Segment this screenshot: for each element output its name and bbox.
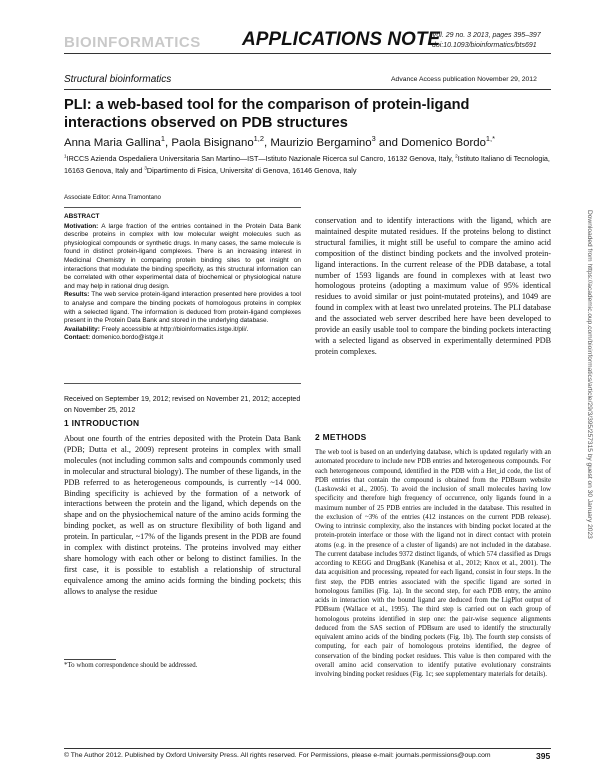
section-label: Structural bioinformatics [64, 74, 172, 85]
author-name: Domenico Bordo [401, 137, 486, 149]
abstract-availability [64, 326, 301, 335]
availability-link[interactable]: Freely accessible at http://bioinformatics.istge.it/pli/. [101, 325, 249, 333]
intro-paragraph: About one fourth of the entries deposited with the Protein Data Bank (PDB; Dutta et al., 2009) represent proteins in complex with small molecules (not including common salts and compounds commonly used in molecular and structural biology). The number of these ligands, in the PDB referred to as heterogeneous compounds, is currently ~14 000. Binding specificity is achieved by the formation of a network of interactions between the protein and the ligand, which depends on the shape and on the physiochemical nature of the amino acids forming the binding pocket, as well as on structure flexibility of both ligand and protein. In particular, ~17% of the ligands present in the PDB are found in complex with distinct proteins. The proteins involved may either share homology with each other or belong to distinct families. In the first case, it is possible to establish a relationship of structural equivalence among the amino acids forming the binding pockets; this allows to analyse the residue [64, 434, 301, 596]
copyright-line: © The Author 2012. Published by Oxford University Press. All rights reserved. For Permissions, please e-mail: journals.permissions@oup.com [64, 752, 491, 759]
intro-heading: 1 INTRODUCTION [64, 418, 140, 428]
associate-editor: Associate Editor: Anna Tramontano [64, 194, 161, 201]
correspondence-footnote: *To whom correspondence should be addressed. [64, 662, 198, 669]
footer-rule [64, 748, 551, 749]
article-type: APPLICATIONS NOTE [242, 29, 441, 50]
author-affil-mark: 1 [160, 134, 165, 144]
journal-name: BIOINFORMATICS [64, 34, 201, 51]
abstract-label: Availability: [64, 325, 100, 333]
author-name: Anna Maria Gallina [64, 137, 161, 149]
title-rule [64, 89, 551, 90]
advance-access: Advance Access publication November 29, 2012 [391, 76, 537, 83]
affiliation-1: IRCCS Azienda Ospedaliera Universitaria San Martino—IST—Istituto Nazionale Ricerca sul Cancro, 16132 Genova, Italy, [66, 154, 456, 163]
affiliations [64, 153, 551, 176]
affiliation-2: Istituto Italiano di Tecnologia, 16163 Genova, Italy and [64, 154, 550, 175]
methods-paragraph: The web tool is based on an underlying database, which is updated regularly with an automated procedure to include new PDB entries and heterogeneous compounds. For each heterogeneous compound, identified in the PDB with a Het_id code, the list of PDB entries that contain the compound is obtained from the PDBsum website (Laskowski et al., 2005). To avoid the inclusion of small molecules having low specificity and therefore high frequency of occurrence, only ligands found in a maximum number of 25 PDB entries are included in the database. This resulted in the exclusion of ~3% of the entries (412 instances on the current PDB release). Owing to intrinsic complexity, also the instances with binding pocket located at the protein-protein interface or those with the ligand not in direct contact with protein atoms (e.g. in the presence of a cluster of ligands) are not included in the database. The current database includes 9372 distinct ligands, of which 574 classified as Drugs according to KEGG and DrugBank (Kanehisa et al., 2012; Knox et al., 2001). The data acquisition and processing, repeated for each ligand, consist in four steps. In the first step, the PDB entries associated with the specific ligand are sorted in homologous families (Fig. 1a). In the second step, for each PDB entry, the amino acids in interaction with the bound ligand are deduced from the LigPlot output of PDBsum (Wallace et al., 1995). The third step is carried out on each group of homologous proteins identified in step one: the pair-wise sequence alignments deduced from the SAS section of PDBsum are used to identify the structurally equivalent amino acids of the binding pockets (Fig. 1b). The fourth step consists of computing, for each pair of homologous proteins identified, the degree of conservation of the binding pocket residues. This value is then compared with the overall amino acid conservation to identify putative evolutionary constraints involving binding pocket residues (Fig. 1c; see supplementary materials for details). [315, 449, 551, 678]
download-notice: Downloaded from https://academic.oup.com/bioinformatics/article/29/3/395/257315 by guest on 30 January 2023 [586, 210, 593, 539]
abstract-contact [64, 334, 301, 343]
author-name: Maurizio Bergamino [270, 137, 372, 149]
affiliation-3: Dipartimento di Fisica, Universita' di Genova, 16146 Genova, Italy [146, 165, 357, 175]
abstract-label: Results: [64, 291, 90, 299]
footnote-rule [64, 659, 116, 660]
abstract-motivation [64, 223, 301, 292]
download-sidebar [583, 210, 593, 630]
abstract [64, 213, 301, 343]
author-affil-mark: 1,2 [253, 134, 264, 144]
abstract-text: A large fraction of the entries contained in the Protein Data Bank describe proteins in complex with low molecular weight molecules such as physiological compounds or synthetic drugs. In many cases, the same molecule is found in distinct protein-ligand complexes. There is an increasing interest in Medicinal Chemistry in comparing protein binding sites to get insight on interactions that modulate the binding specificity, as this structural information can be correlated with other experimental data of biochemical or physiological nature and may help in rational drug design. [64, 222, 301, 290]
affil-mark: 2 [455, 153, 458, 159]
contact-email[interactable]: domenico.bordo@istge.it [91, 334, 164, 342]
abstract-results [64, 291, 301, 325]
page-number: 395 [536, 751, 551, 761]
intro-continued-paragraph: conservation and to identify interactions with the ligand, which are maintained despite mutated residues. If the proteins belong to distinct structural families, it might still be useful to compare the amino acid composition of the distinct binding pockets and the involved protein-ligand interactions. In the current release of the PDB database, a total number of 1593 ligands are found in complexes with at least two homologous proteins (adopting a maximum value of 95% identical residues to avoid similar or just point-mutated proteins), and 1049 are found in complex with at least two unrelated proteins. The PLI database and the associated web server described here have been developed to provide an easily usable tool to compare the binding pockets interacting with a selected ligand as observed in experimentally determined PDB protein complexes. [315, 216, 551, 356]
abstract-heading: ABSTRACT [64, 213, 100, 220]
header-rule [64, 53, 551, 54]
author-affil-mark: 3 [371, 134, 376, 144]
author-affil-mark: 1,* [485, 134, 495, 144]
abstract-text: The web service protein-ligand interaction presented here provides a tool to analyse and compare the binding pockets of homologous proteins in complex with a selected ligand. The information is deduced from protein-ligand complexes present in the Protein Data Bank and stored in the underlying database. [64, 291, 301, 325]
abstract-label: Motivation: [64, 222, 99, 230]
methods-heading: 2 METHODS [315, 432, 367, 442]
doi-line: doi:10.1093/bioinformatics/bts691 [432, 42, 537, 49]
author-name: Paola Bisignano [171, 137, 254, 149]
volume-line: Vol. 29 no. 3 2013, pages 395–397 [432, 32, 541, 39]
author-list: Anna Maria Gallina$^1$, Paola Bisignano$^{1,2}$, Maurizio Bergamino$^3$ and Domenico Bordo$^{1,*}$ [64, 134, 495, 149]
volume-info [432, 31, 541, 51]
affil-mark: 3 [144, 165, 147, 171]
abstract-label: Contact: [64, 334, 91, 342]
paper-title: PLI: a web-based tool for the comparison of protein-ligand interactions observed on PDB structures [64, 97, 470, 131]
received-dates: Received on September 19, 2012; revised on November 21, 2012; accepted on November 25, 2012 [64, 396, 301, 414]
affil-mark: 1 [64, 153, 67, 159]
